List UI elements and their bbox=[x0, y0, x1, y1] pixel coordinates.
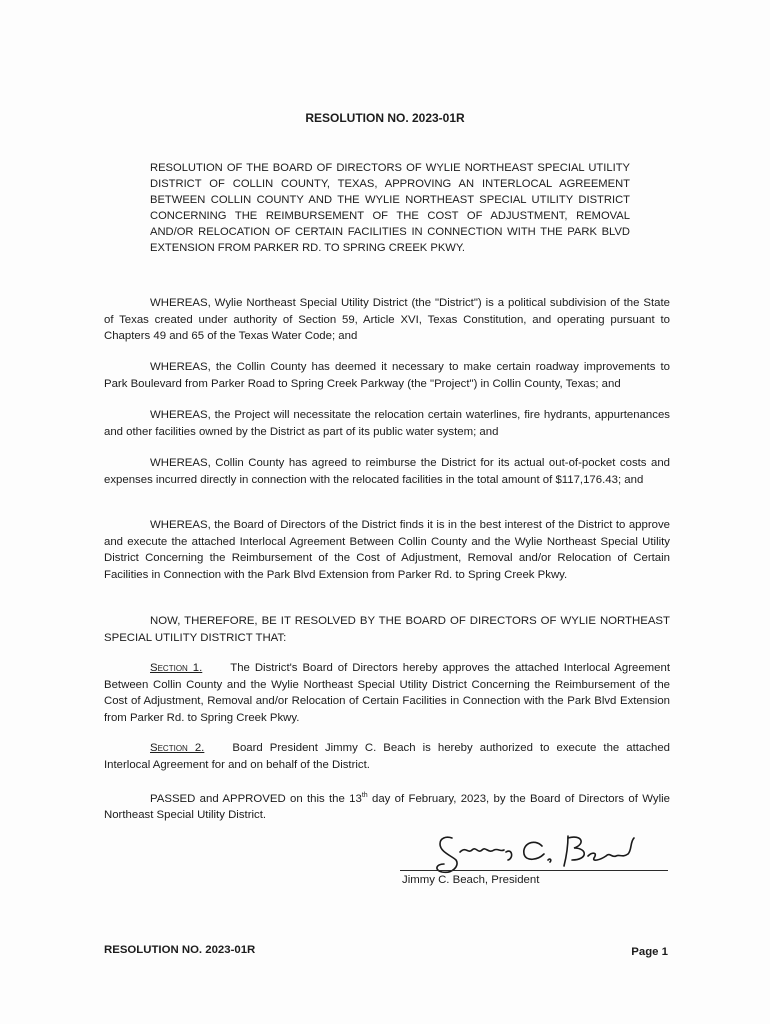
whereas-paragraph-2 bbox=[104, 359, 670, 392]
signature-line bbox=[400, 870, 668, 871]
resolved-text: NOW, THEREFORE, BE IT RESOLVED BY THE BOARD OF DIRECTORS OF WYLIE NORTHEAST SPECIAL UTILITY DISTRICT THAT: bbox=[104, 615, 670, 644]
whereas-text: WHEREAS, the Collin County has deemed it necessary to make certain roadway improvements to Park Boulevard from Parker Road to Spring Creek Parkway (the "Project") in Collin County, Texas; and bbox=[104, 361, 670, 390]
footer-resolution-number: RESOLUTION NO. 2023-01R bbox=[104, 944, 256, 956]
resolved-paragraph bbox=[104, 613, 670, 646]
section-2-paragraph bbox=[104, 740, 670, 773]
passed-superscript: th bbox=[361, 792, 368, 799]
passed-paragraph bbox=[104, 788, 670, 824]
whereas-text: WHEREAS, the Board of Directors of the District finds it is in the best interest of the District to approve and execute the attached Interlocal Agreement Between Collin County and the Wylie Northeast Special Utility District Concerning the Reimbursement of the Cost of Adjustment, Removal and/or Relocation of Certain Facilities in Connection with the Park Blvd Extension from Parker Rd. to Spring Creek Pkwy. bbox=[104, 519, 670, 581]
whereas-text: WHEREAS, Collin County has agreed to reimburse the District for its actual out-of-pocket costs and expenses incurred directly in connection with the relocated facilities in the total amount of $117,176.43; and bbox=[104, 457, 670, 486]
signature-block bbox=[400, 830, 670, 890]
passed-text-before: PASSED and APPROVED on this the 13 bbox=[150, 792, 362, 805]
section-2-text: Board President Jimmy C. Beach is hereby authorized to execute the attached Interlocal Agreement for and on behalf of the District. bbox=[104, 742, 670, 771]
whereas-text: WHEREAS, Wylie Northeast Special Utility District (the "District") is a political subdivision of the State of Texas created under authority of Section 59, Article XVI, Texas Constitution, and operating pursuant to Chapters 49 and 65 of the Texas Water Code; and bbox=[104, 297, 670, 342]
resolution-caption: RESOLUTION OF THE BOARD OF DIRECTORS OF WYLIE NORTHEAST SPECIAL UTILITY DISTRICT OF COLLIN COUNTY, TEXAS, APPROVING AN INTERLOCAL AGREEMENT BETWEEN COLLIN COUNTY AND THE WYLIE NORTHEAST SPECIAL UTILITY DISTRICT CONCERNING THE REIMBURSEMENT OF THE COST OF ADJUSTMENT, REMOVAL AND/OR RELOCATION OF CERTAIN FACILITIES IN CONNECTION WITH THE PARK BLVD EXTENSION FROM PARKER RD. TO SPRING CREEK PKWY. bbox=[150, 162, 630, 254]
passed-text-after: day of February, 2023, by the Board of Directors of Wylie Northeast Special Utility District. bbox=[104, 792, 670, 822]
whereas-paragraph-1 bbox=[104, 295, 670, 345]
section-1-paragraph bbox=[104, 660, 670, 726]
resolution-title: RESOLUTION NO. 2023-01R bbox=[305, 111, 465, 125]
section-1-label: Section 1. bbox=[150, 662, 203, 674]
whereas-paragraph-4 bbox=[104, 455, 670, 488]
signatory-name: Jimmy C. Beach, President bbox=[402, 874, 540, 886]
section-1-text: The District's Board of Directors hereby approves the attached Interlocal Agreement Between Collin County and the Wylie Northeast Special Utility District Concerning the Reimbursement of the Cost of Adjustment, Removal and/or Relocation of Certain Facilities in Connection with the Park Blvd Extension from Parker Rd. to Spring Creek Pkwy. bbox=[104, 662, 670, 724]
footer-page-number: Page 1 bbox=[631, 946, 668, 958]
whereas-paragraph-5 bbox=[104, 517, 670, 583]
section-2-label: Section 2. bbox=[150, 742, 205, 754]
whereas-paragraph-3 bbox=[104, 407, 670, 440]
whereas-text: WHEREAS, the Project will necessitate the relocation certain waterlines, fire hydrants, appurtenances and other facilities owned by the District as part of its public water system; and bbox=[104, 409, 670, 438]
